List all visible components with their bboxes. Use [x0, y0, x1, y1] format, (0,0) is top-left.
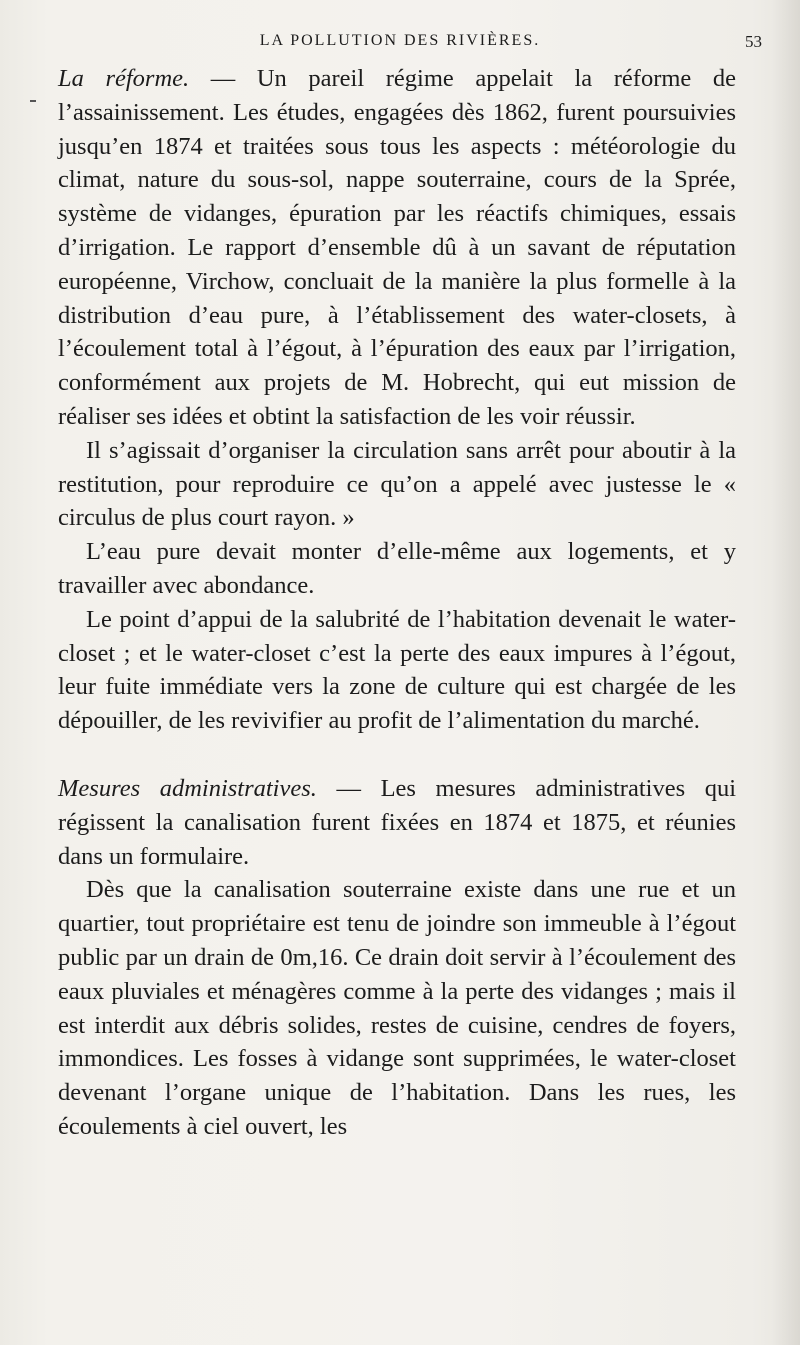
- body-text: [58, 62, 736, 1144]
- paragraph: Le point d’appui de la salubrité de l’habitation devenait le water-closet ; et le water-closet c’est la perte des eaux impures à l’égout, leur fuite immédiate vers la zone de culture qui est chargée de les dépouiller, de les revivifier au profit de l’alimentation du marché.: [58, 605, 736, 735]
- page-number: 53: [745, 32, 762, 51]
- paragraph-mesures: [58, 772, 736, 873]
- running-head: [0, 30, 800, 54]
- paragraph-text: — Un pareil régime appelait la réforme de l’assainissement. Les études, engagées dès 1862, furent poursuivies jusqu’en 1874 et traitées sous tous les aspects : météorologie du climat, nature du sous-sol, nappe souterraine, cours de la Sprée, système de vidanges, épuration par les réactifs chimiques, essais d’irrigation. Le rapport d’ensemble dû à un savant de réputation européenne, Virchow, concluait de la manière la plus formelle à la distribution d’eau pure, à l’établissement des water-closets, à l’écoulement total à l’égout, à l’épuration des eaux par l’irrigation, conformément aux projets de M. Hobrecht, qui eut mission de réaliser ses idées et obtint la satisfaction de les voir réussir.: [58, 65, 736, 430]
- running-title: LA POLLUTION DES RIVIÈRES.: [259, 32, 541, 49]
- paragraph: Il s’agissait d’organiser la circulation sans arrêt pour aboutir à la restitution, pour reproduire ce qu’on a appelé avec justesse le « circulus de plus court rayon. »: [58, 436, 736, 532]
- section-lead-reforme: La réforme.: [58, 65, 190, 92]
- margin-mark: [30, 100, 36, 102]
- paragraph-text: — Les mesures administratives qui régissent la canalisation furent fixées en 1874 et 1875, et réunies dans un formulaire.: [58, 774, 737, 870]
- paragraph-reforme: [58, 62, 736, 434]
- section-gap: [58, 738, 736, 772]
- paragraph: L’eau pure devait monter d’elle-même aux logements, et y travailler avec abondance.: [58, 538, 736, 599]
- section-lead-mesures: Mesures administratives.: [58, 774, 317, 802]
- paragraph: Dès que la canalisation souterraine existe dans une rue et un quartier, tout propriétaire est tenu de joindre son immeuble à l’égout public par un drain de 0m,16. Ce drain doit servir à l’écoulement des eaux pluviales et ménagères comme à la perte des vidanges ; mais il est interdit aux débris solides, restes de cuisine, cendres de foyers, immondices. Les fosses à vidange sont supprimées, le water-closet devenant l’organe unique de l’habitation. Dans les rues, les écoulements à ciel ouvert, les: [58, 876, 736, 1140]
- page-edge-shadow: [772, 0, 800, 1345]
